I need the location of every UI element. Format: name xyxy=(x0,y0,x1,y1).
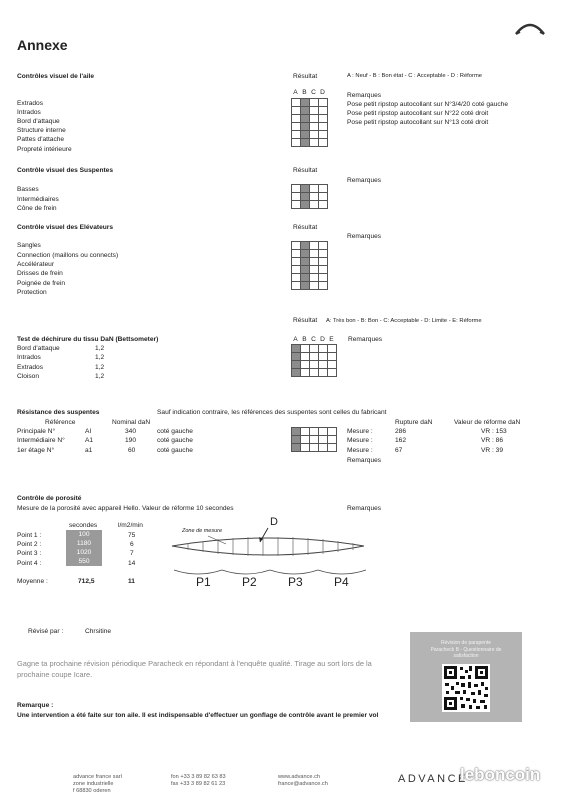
s4-value: 1,2 xyxy=(95,364,105,371)
s1-item: Intrados xyxy=(17,109,41,116)
s5-row-side: coté gauche xyxy=(157,428,193,435)
s5-note: Sauf indication contraire, les références des suspentes sont celles du fabricant xyxy=(157,409,387,416)
s4-value: 1,2 xyxy=(95,354,105,361)
s3-item: Protection xyxy=(17,289,47,296)
s5-header-ref: Référence xyxy=(45,419,76,426)
advance-logo-icon xyxy=(513,20,547,38)
s2-result-label: Résultat xyxy=(293,167,318,174)
s2-result-grid xyxy=(291,184,328,209)
p-label: P1 xyxy=(196,575,211,589)
s1-item: Extrados xyxy=(17,100,44,107)
s5-row-nominal: 60 xyxy=(128,447,136,454)
s4-remarks-label: Remarques xyxy=(348,336,383,343)
s5-row-mesure: 67 xyxy=(395,447,403,454)
revise-name: Chrsitine xyxy=(85,628,112,635)
s5-row-side: coté gauche xyxy=(157,447,193,454)
wing-bottom-outline xyxy=(172,546,364,555)
col-d: D xyxy=(320,336,325,343)
p-label: P3 xyxy=(288,575,303,589)
col-e: E xyxy=(329,336,334,343)
s5-row-vr: VR : 153 xyxy=(481,428,507,435)
s5-row-label: 1er étage N° xyxy=(17,447,55,454)
p-label: P2 xyxy=(242,575,257,589)
zone-label: Zone de mesure xyxy=(182,528,223,534)
s6-heading: Contrôle de porosité xyxy=(17,495,82,502)
s5-remarks-label: Remarques xyxy=(347,457,382,464)
s4-result-grid xyxy=(291,344,337,377)
col-b: B xyxy=(302,336,307,343)
s6-sec-cell xyxy=(66,557,102,566)
s4-item: Bord d'attaque xyxy=(17,345,60,352)
s6-sec-value: 1020 xyxy=(76,549,92,556)
p-bracket-3 xyxy=(270,570,318,574)
s2-item: Basses xyxy=(17,186,39,193)
s3-result-grid xyxy=(291,241,328,290)
s6-sec-value: 1180 xyxy=(76,540,92,547)
s3-result-label: Résultat xyxy=(293,224,318,231)
s3-item: Poignée de frein xyxy=(17,280,66,287)
s5-row-mesure-label: Mesure : xyxy=(347,437,373,444)
s6-l-value: 14 xyxy=(128,560,136,567)
footer-phone: fon +33 3 89 82 63 83 xyxy=(171,774,226,780)
qr-box xyxy=(410,632,522,722)
p-bracket-4 xyxy=(318,570,366,574)
s6-l-value: 7 xyxy=(130,550,134,557)
s2-remarks-label: Remarques xyxy=(347,177,382,184)
s6-sub: Mesure de la porosité avec appareil Hello. Valeur de réforme 10 secondes xyxy=(17,505,234,512)
s6-avg-sec: 712,5 xyxy=(78,578,95,585)
s1-remark: Pose petit ripstop autocollant sur N°22 coté droit xyxy=(347,110,489,117)
s1-heading: Contrôles visuel de l'aile xyxy=(17,73,95,80)
s5-heading: Résistance des suspentes xyxy=(17,409,100,416)
footer-web: www.advance.ch xyxy=(278,774,320,780)
page-title: Annexe xyxy=(17,37,68,53)
remarque-label: Remarque : xyxy=(17,702,54,709)
s4-value: 1,2 xyxy=(95,345,105,352)
s5-row-label: Principale N° xyxy=(17,428,56,435)
col-c: C xyxy=(311,336,316,343)
s1-remark: Pose petit ripstop autocollant sur N°3/4/20 coté gauche xyxy=(347,101,508,108)
footer-web: france@advance.ch xyxy=(278,781,328,787)
s6-col-l: l/m2/min xyxy=(118,522,143,529)
wing-ribs xyxy=(188,537,353,556)
footer-addr: f 68830 oderen xyxy=(73,788,111,794)
col-c: C xyxy=(311,89,316,96)
s5-row-vr: VR : 39 xyxy=(481,447,503,454)
s5-row-ref: A1 xyxy=(85,437,94,444)
s1-item: Bord d'attaque xyxy=(17,118,60,125)
s4-value: 1,2 xyxy=(95,373,105,380)
s5-header-rupture: Rupture daN xyxy=(395,419,433,426)
col-d: D xyxy=(320,89,325,96)
col-a: A xyxy=(293,89,298,96)
s6-point-label: Point 3 : xyxy=(17,550,42,557)
s4-item: Intrados xyxy=(17,354,41,361)
s6-point-label: Point 4 : xyxy=(17,560,42,567)
s3-item: Sangles xyxy=(17,242,41,249)
s1-remark: Pose petit ripstop autocollant sur N°13 coté droit xyxy=(347,119,489,126)
s1-item: Structure interne xyxy=(17,127,66,134)
footer-addr: advance france sarl xyxy=(73,774,122,780)
p-label: P4 xyxy=(334,575,349,589)
s2-item: Intermédiaires xyxy=(17,196,59,203)
s5-row-nominal: 190 xyxy=(125,437,137,444)
s4-item: Extrados xyxy=(17,364,44,371)
s5-row-mesure-label: Mesure : xyxy=(347,447,373,454)
s6-point-label: Point 2 : xyxy=(17,541,42,548)
qr-sub: Paracheck B - Questionnaire de satisfaction xyxy=(430,647,502,659)
s1-remarks-label: Remarques xyxy=(347,92,382,99)
s5-row-nominal: 340 xyxy=(125,428,137,435)
s5-row-mesure-label: Mesure : xyxy=(347,428,373,435)
footer-phone: fax +33 3 89 82 61 23 xyxy=(171,781,226,787)
s1-col-headers xyxy=(291,89,327,96)
s6-point-label: Point 1 : xyxy=(17,532,42,539)
s5-header-reforme: Valeur de réforme daN xyxy=(454,419,521,426)
footer-brand: ADVANCE xyxy=(398,773,468,785)
s3-item: Accélérateur xyxy=(17,261,55,268)
col-b: B xyxy=(302,89,307,96)
s6-sec-value: 100 xyxy=(78,531,90,538)
wing-top-outline xyxy=(172,538,364,546)
col-a: A xyxy=(293,336,298,343)
s3-item: Connection (maillons ou connects) xyxy=(17,252,119,259)
footer-addr: zone industrielle xyxy=(73,781,114,787)
d-label: D xyxy=(270,516,278,528)
s6-remarks-label: Remarques xyxy=(347,505,382,512)
s5-row-ref: a1 xyxy=(85,447,93,454)
s1-result-label: Résultat xyxy=(293,73,318,80)
s6-sec-cell xyxy=(66,548,102,557)
s6-sec-cell xyxy=(66,539,102,548)
s4-legend: A: Très bon - B: Bon - C: Acceptable - D: Limite - E: Réforme xyxy=(326,318,482,324)
s3-remarks-label: Remarques xyxy=(347,233,382,240)
s5-row-side: coté gauche xyxy=(157,437,193,444)
s5-result-grid xyxy=(291,427,337,452)
p-bracket-2 xyxy=(222,570,270,574)
s4-item: Cloison xyxy=(17,373,39,380)
promo-text: Gagne ta prochaine révision périodique Paracheck en répondant à l'enquête qualité. Tirage au sort lors de la prochaine coupe Icare. xyxy=(17,659,372,679)
s5-row-label: Intermédiaire N° xyxy=(17,437,65,444)
s2-heading: Contrôle visuel des Suspentes xyxy=(17,167,114,174)
s6-avg-l: 11 xyxy=(128,578,135,585)
remarque-text: Une intervention a été faite sur ton aile. Il est indispensable d'effectuer un gonflage de contrôle avant le premier vol xyxy=(17,712,379,719)
qr-title: Révision de parapente xyxy=(440,640,492,646)
revise-label: Révisé par : xyxy=(28,628,64,635)
s1-item: Pattes d'attache xyxy=(17,136,65,143)
s5-row-mesure: 286 xyxy=(395,428,407,435)
s4-heading: Test de déchirure du tissu DaN (Bettsometer) xyxy=(17,336,159,343)
s3-heading: Contrôle visuel des Elévateurs xyxy=(17,224,114,231)
s5-header-nominal: Nominal daN xyxy=(112,419,151,426)
s6-avg-label: Moyenne : xyxy=(17,578,48,585)
s6-l-value: 75 xyxy=(128,532,136,539)
s1-item: Propreté intérieure xyxy=(17,146,72,153)
qr-code-icon xyxy=(442,664,490,712)
s3-item: Drisses de frein xyxy=(17,270,63,277)
s5-row-mesure: 162 xyxy=(395,437,407,444)
s1-result-grid xyxy=(291,98,328,147)
p-bracket-1 xyxy=(174,570,222,574)
s6-sec-value: 550 xyxy=(78,558,90,565)
s5-row-vr: VR : 86 xyxy=(481,437,503,444)
s5-row-ref: AI xyxy=(85,428,92,435)
s6-l-value: 6 xyxy=(130,541,134,548)
s2-item: Cône de frein xyxy=(17,205,57,212)
s6-sec-cell xyxy=(66,530,102,539)
s6-col-seconds: secondes xyxy=(69,522,98,529)
s1-legend: A : Neuf - B : Bon état - C : Acceptable - D : Réforme xyxy=(347,73,482,79)
s4-result-label: Résultat xyxy=(293,317,318,324)
leboncoin-watermark: leboncoin xyxy=(460,765,541,784)
s4-col-headers xyxy=(291,336,336,343)
